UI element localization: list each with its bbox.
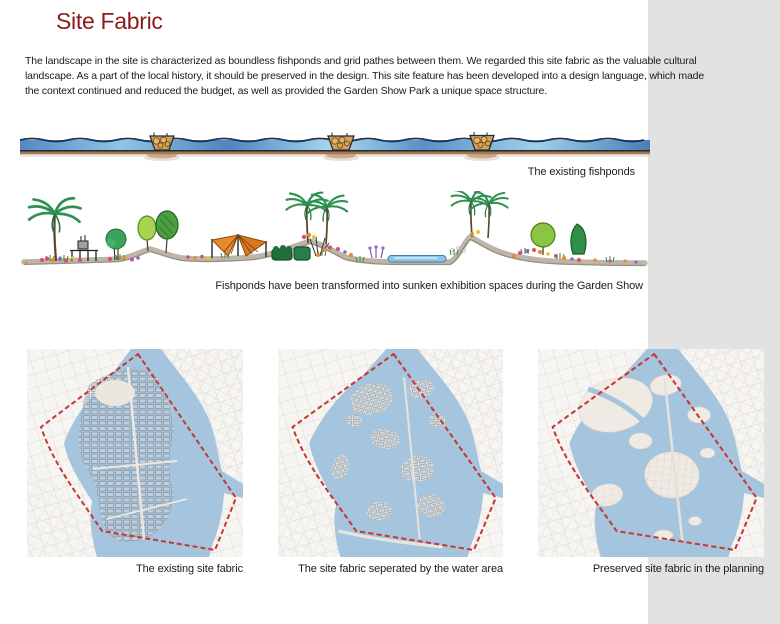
fishpond-section-illustration: [20, 131, 650, 167]
body-line: the context continued and reduced the budget, as well as provided the Garden Show Park a unique space structure.: [25, 85, 547, 97]
map-caption-preserved-fabric: Preserved site fabric in the planning: [592, 563, 764, 575]
page-title: Site Fabric: [56, 8, 163, 34]
existing-site-fabric-map: [27, 349, 243, 557]
map-panel-preserved-fabric: [538, 349, 764, 575]
map-caption-existing-site-fabric: The existing site fabric: [135, 563, 243, 575]
garden-show-caption: Fishponds have been transformed into sunken exhibition spaces during the Garden Show: [215, 280, 643, 292]
garden-section-illustration: [20, 191, 650, 279]
body-paragraph: [25, 54, 705, 99]
water-separated-map: [278, 349, 503, 557]
preserved-fabric-map: [538, 349, 764, 557]
body-line: landscape. As a part of the local history, it should be preserved in the design. This site feature has been developed into a design language, which made: [25, 70, 705, 82]
map-panel-existing-site-fabric: [27, 349, 243, 575]
fishponds-caption: The existing fishponds: [527, 166, 635, 178]
map-panel-water-separated: [278, 349, 503, 575]
body-line: The landscape in the site is characterized as boundless fishponds and grid pathes between them. We regarded this site fabric as the valuable cultural: [25, 55, 697, 67]
map-caption-water-separated: The site fabric seperated by the water area: [298, 563, 503, 575]
